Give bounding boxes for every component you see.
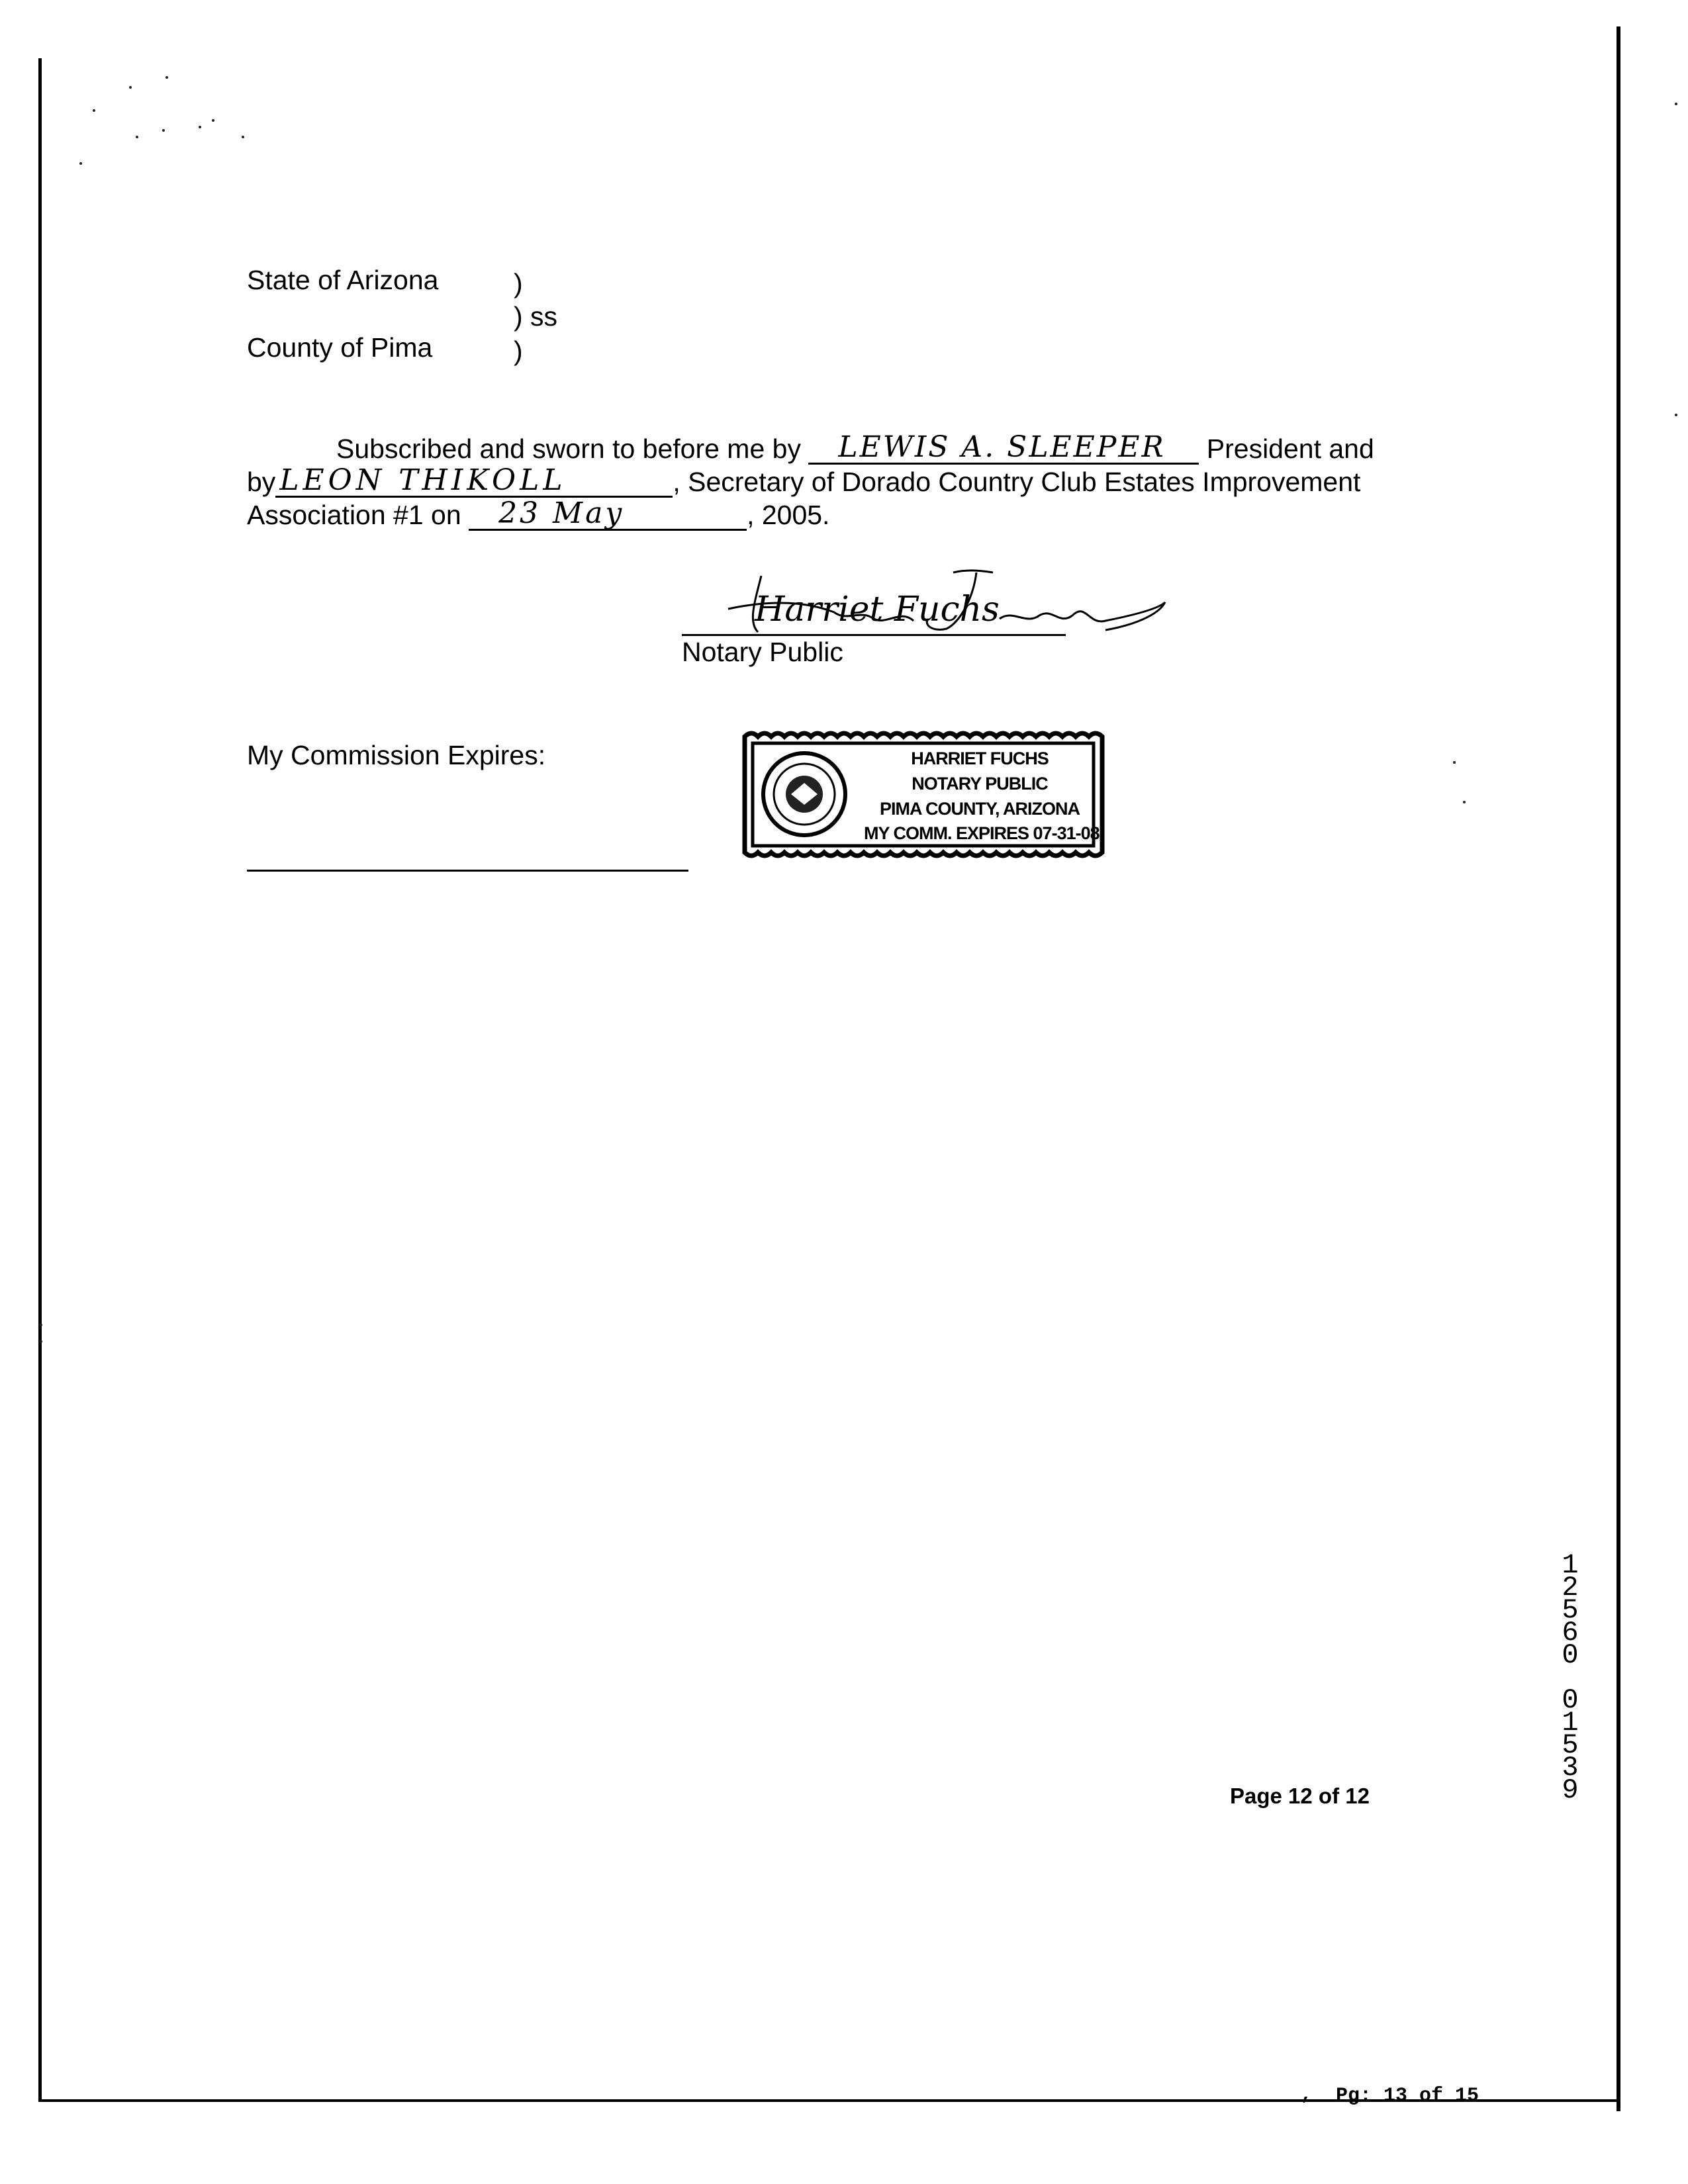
side-digit: 6 <box>1562 1617 1579 1649</box>
stamp-expiration: MY COMM. EXPIRES 07-31-08 <box>864 823 1100 844</box>
signer-1-handwritten-name: LEWIS A. SLEEPER <box>838 430 1166 464</box>
recording-comma: , <box>1301 2085 1312 2105</box>
notary-signature-block <box>682 563 1185 668</box>
side-digit: 0 <box>1562 1684 1579 1716</box>
notary-public-label: Notary Public <box>682 637 843 667</box>
commission-expires-label: My Commission Expires: <box>247 740 546 770</box>
notary-signature-line <box>682 634 1066 636</box>
oath-line-3 <box>247 496 830 531</box>
side-digit: 5 <box>1562 1729 1579 1761</box>
oath-line-2-end: , Secretary of Dorado Country Club Estates Improvement <box>673 467 1361 497</box>
signer-2-handwritten-name: LEON THIKOLL <box>279 463 567 497</box>
side-digit: 5 <box>1562 1594 1579 1626</box>
date-blank <box>469 496 747 531</box>
signer-1-blank <box>808 430 1199 465</box>
commission-expires-line <box>247 870 688 872</box>
recording-page-label: Pg: 13 of 15 <box>1336 2085 1479 2107</box>
venue-paren-bottom: ) <box>514 336 523 366</box>
notary-signature-graphic <box>682 563 1185 642</box>
venue-paren-top: ) <box>514 268 523 298</box>
oath-line-1-text: Subscribed and sworn to before me by <box>336 433 801 464</box>
page-number: Page 12 of 12 <box>1230 1784 1370 1808</box>
notary-signature-text: Harriet Fuchs <box>755 590 1000 629</box>
stamp-text <box>864 747 1100 846</box>
stamp-county: PIMA COUNTY, ARIZONA <box>880 798 1080 819</box>
left-border-line <box>38 58 42 2100</box>
stamp-title: NOTARY PUBLIC <box>912 773 1048 794</box>
oath-line-2-by: by <box>247 467 276 497</box>
side-digit: 3 <box>1562 1752 1579 1784</box>
signer-2-blank <box>275 463 673 498</box>
side-digit: 9 <box>1562 1774 1579 1806</box>
oath-line-1 <box>336 430 1374 465</box>
side-digit: 1 <box>1562 1707 1579 1739</box>
oath-line-3-end: , 2005. <box>747 500 830 530</box>
side-digit: 2 <box>1562 1572 1579 1604</box>
stamp-name: HARRIET FUCHS <box>911 749 1049 768</box>
side-recording-number <box>1557 1549 1583 1806</box>
side-digit: 0 <box>1562 1639 1579 1671</box>
right-border-line <box>1617 26 1620 2111</box>
oath-line-1-end: President and <box>1206 433 1374 464</box>
oath-line-2 <box>247 463 1361 498</box>
oath-line-3-text: Association #1 on <box>247 500 461 530</box>
venue-county: County of Pima <box>247 332 433 363</box>
notary-stamp <box>738 727 1109 862</box>
venue-paren-ss: ) ss <box>514 301 558 332</box>
venue-state: State of Arizona <box>247 265 439 295</box>
side-digit: 1 <box>1562 1549 1579 1581</box>
date-handwritten: 23 May <box>498 496 625 530</box>
